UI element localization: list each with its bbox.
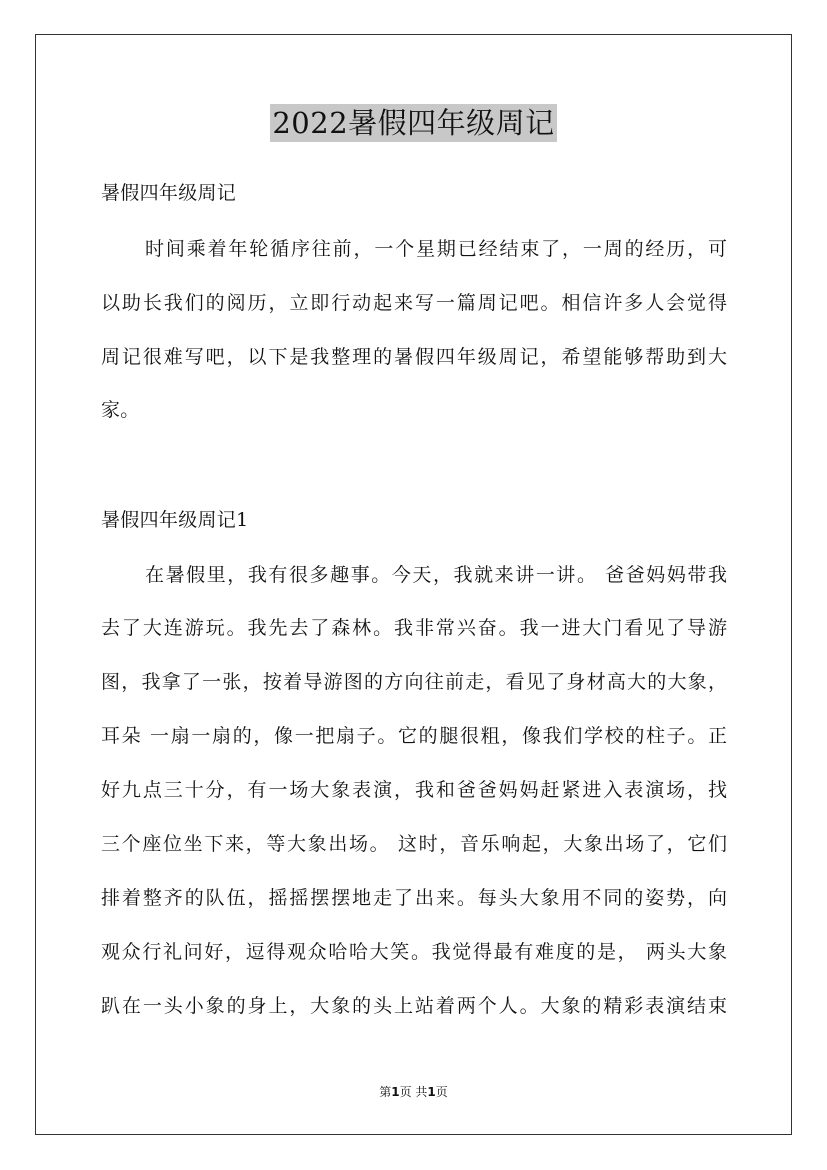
paragraph-line: 排着整齐的队伍，摇摇摆摆地走了出来。每头大象用不同的姿势，向 [101, 887, 727, 909]
paragraph-line: 耳朵 一扇一扇的，像一把扇子。它的腿很粗，像我们学校的柱子。正 [101, 725, 727, 747]
document-title: 2022暑假四年级周记 [272, 106, 555, 140]
footer-prefix: 第 [379, 1085, 392, 1099]
paragraph-line: 周记很难写吧，以下是我整理的暑假四年级周记，希望能够帮助到大 [101, 346, 727, 368]
subtitle-heading: 暑假四年级周记 [101, 182, 237, 204]
paragraph-line: 以助长我们的阅历，立即行动起来写一篇周记吧。相信许多人会觉得 [101, 292, 727, 314]
paragraph-line: 时间乘着年轮循序往前，一个星期已经结束了，一周的经历，可 [145, 238, 727, 260]
footer-mid: 页 共 [399, 1085, 428, 1099]
paragraph-line: 在暑假里，我有很多趣事。今天，我就来讲一讲。 爸爸妈妈带我 [145, 564, 727, 586]
paragraph-line: 图，我拿了一张，按着导游图的方向往前走，看见了身材高大的大象， [101, 671, 727, 693]
footer-total-pages: 1 [427, 1085, 436, 1099]
title-container [0, 104, 827, 142]
paragraph-line: 去了大连游玩。我先去了森林。我非常兴奋。我一进大门看见了导游 [101, 617, 727, 639]
paragraph-line: 家。 [101, 399, 140, 421]
footer-page-number: 1 [391, 1085, 400, 1099]
paragraph-line: 观众行礼问好，逗得观众哈哈大笑。我觉得最有难度的是， 两头大象 [101, 941, 727, 963]
paragraph-line: 好九点三十分，有一场大象表演，我和爸爸妈妈赶紧进入表演场，找 [101, 779, 727, 801]
footer-suffix: 页 [435, 1085, 448, 1099]
paragraph-line: 趴在一头小象的身上，大象的头上站着两个人。大象的精彩表演结束 [101, 995, 727, 1017]
section-heading: 暑假四年级周记1 [101, 509, 249, 531]
page-footer [0, 1083, 827, 1100]
paragraph-line: 三个座位坐下来，等大象出场。 这时，音乐响起，大象出场了，它们 [101, 833, 727, 855]
